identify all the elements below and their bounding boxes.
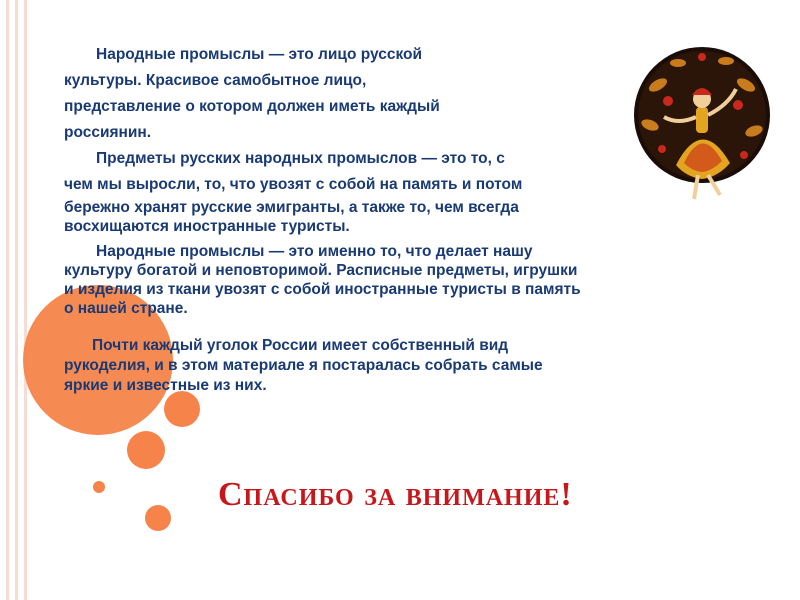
text-line: бережно хранят русские эмигранты, а также то, чем всегда bbox=[64, 199, 519, 216]
decor-circle-small bbox=[93, 481, 105, 493]
decor-circle bbox=[127, 431, 165, 469]
thanks-heading: Спасибо за внимание! bbox=[218, 476, 573, 513]
text-line: Почти каждый уголок России имеет собственный вид bbox=[92, 337, 509, 354]
text-line: представление о котором должен иметь каждый bbox=[64, 98, 440, 115]
text-line: чем мы выросли, то, что увозят с собой на память и потом bbox=[64, 176, 523, 193]
text-line: и изделия из ткани увозят с собой иностранные туристы в память bbox=[64, 281, 581, 298]
text-line: Народные промыслы — это лицо русской bbox=[96, 46, 423, 63]
decor-circle bbox=[164, 391, 200, 427]
paragraph-3 bbox=[64, 242, 754, 318]
text-line: Предметы русских народных промыслов — это то, с bbox=[96, 150, 505, 167]
text-line: культуры. Красивое самобытное лицо, bbox=[64, 72, 367, 89]
text-line: Народные промыслы — это именно то, что делает нашу bbox=[96, 243, 533, 260]
khokhloma-dancer-illustration bbox=[628, 45, 773, 205]
text-line: россиянин. bbox=[64, 124, 152, 141]
text-line: рукоделия, и в этом материале я постаралась собрать самые bbox=[64, 357, 543, 374]
text-line: восхищаются иностранные туристы. bbox=[64, 218, 350, 235]
text-line: яркие и известные из них. bbox=[64, 377, 267, 394]
text-line: о нашей стране. bbox=[64, 300, 188, 317]
text-line: культуру богатой и неповторимой. Расписные предметы, игрушки bbox=[64, 262, 578, 279]
paragraph-4 bbox=[64, 336, 754, 396]
decor-circle bbox=[145, 505, 171, 531]
